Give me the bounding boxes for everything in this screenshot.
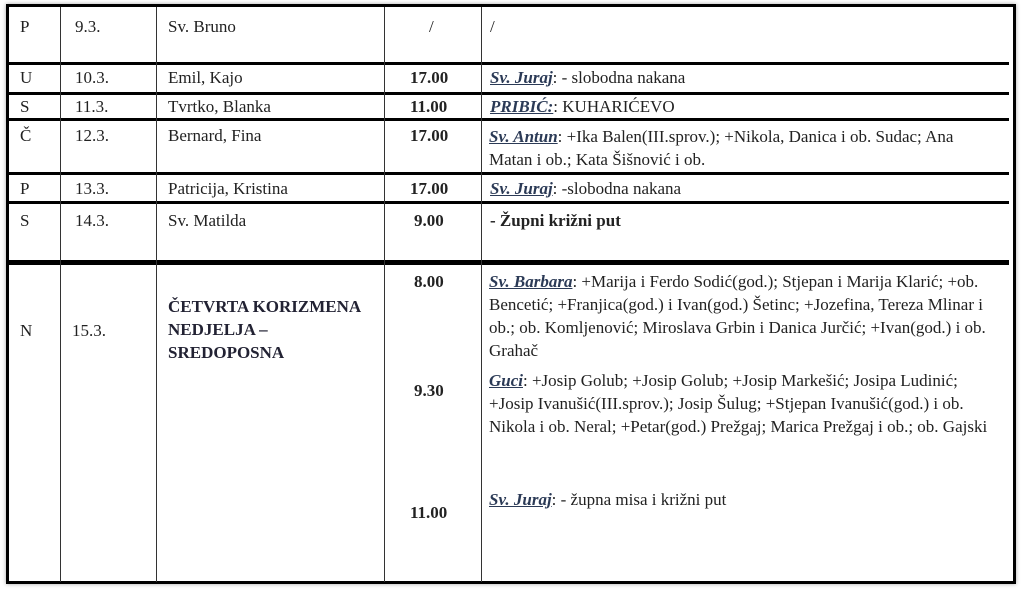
date-cell: 15.3. [72, 321, 106, 340]
day-cell: S [20, 97, 30, 116]
time-cell: 9.00 [414, 211, 444, 230]
intention-text: : KUHARIĆEVO [553, 97, 675, 116]
names-cell: Patricija, Kristina [168, 179, 288, 198]
intention-cell: - Župni križni put [490, 211, 621, 230]
mass-intention [489, 488, 1004, 511]
date-cell: 9.3. [75, 17, 101, 36]
time-cell: 17.00 [410, 68, 449, 87]
column-divider [481, 7, 482, 582]
intention-text: : +Marija i Ferdo Sodić(god.); Stjepan i Marija Klarić; +ob. Bencetić; +Franjica(god.) i Ivan(god.) Šetinc; +Jozefina, Tereza Mlinar i ob.; ob. Komljenović; Miroslava Grbin i Danica Jurčić; +Ivan(god.) i ob. Grahač [489, 272, 986, 360]
time-cell: 11.00 [410, 503, 448, 522]
church-name: PRIBIĆ: [490, 97, 554, 116]
mass-intention [489, 369, 1004, 438]
names-cell: Emil, Kajo [168, 68, 243, 87]
time-cell: 17.00 [410, 126, 449, 145]
names-cell: Sv. Matilda [168, 211, 247, 230]
day-cell: P [20, 17, 30, 36]
intention-cell [490, 96, 675, 118]
column-divider [384, 7, 385, 582]
date-cell: 12.3. [75, 126, 109, 145]
day-cell: S [20, 211, 30, 230]
intention-cell: / [490, 17, 495, 36]
sunday-title: ČETVRTA KORIZMENA NEDJELJA – SREDOPOSNA [168, 297, 361, 362]
intention-text: : +Josip Golub; +Josip Golub; +Josip Markešić; Josipa Ludinić; +Josip Ivanušić(III.sprov.); Josip Šulug; +Stjepan Ivanušić(god.) i ob. Nikola i ob. Neral; +Petar(god.) Prežgaj; Marica Prežgaj i ob.; ob. Gajski [489, 371, 988, 436]
date-cell: 11.3. [75, 97, 109, 116]
time-cell: / [429, 17, 434, 36]
date-cell: 10.3. [75, 68, 109, 87]
intention-cell [489, 125, 999, 171]
church-name: Sv. Juraj [489, 490, 552, 509]
day-cell: N [20, 321, 33, 340]
day-cell: U [20, 68, 33, 87]
church-name: Sv. Barbara [489, 272, 573, 291]
row-divider [9, 62, 1009, 65]
intention-text: : -slobodna nakana [552, 179, 682, 198]
intention-text: : +Ika Balen(III.sprov.); +Nikola, Danica i ob. Sudac; Ana Matan i ob.; Kata Šišnović i ob. [489, 127, 954, 169]
row-divider [9, 201, 1009, 204]
row-divider [9, 118, 1009, 121]
intention-text: : - župna misa i križni put [551, 490, 727, 509]
intention-cell [490, 67, 685, 89]
names-cell: Sv. Bruno [168, 17, 236, 36]
names-cell: Bernard, Fina [168, 126, 262, 145]
church-name: Sv. Juraj [490, 179, 553, 198]
time-cell: 8.00 [414, 272, 444, 291]
church-name: Guci [489, 371, 523, 390]
names-cell: Tvrtko, Blanka [168, 97, 271, 116]
row-divider [9, 92, 1009, 95]
church-name: Sv. Juraj [490, 68, 553, 87]
time-cell: 11.00 [410, 97, 448, 116]
row-divider [9, 172, 1009, 175]
intention-cell [490, 178, 681, 200]
date-cell: 13.3. [75, 179, 109, 198]
column-divider [156, 7, 157, 582]
intention-text: : - slobodna nakana [552, 68, 686, 87]
day-cell: P [20, 179, 30, 198]
mass-intention [489, 270, 1004, 362]
row-divider [9, 260, 1009, 265]
time-cell: 17.00 [410, 179, 449, 198]
time-cell: 9.30 [414, 381, 444, 400]
day-cell: Č [20, 126, 32, 145]
date-cell: 14.3. [75, 211, 109, 230]
church-name: Sv. Antun [489, 127, 558, 146]
column-divider [60, 7, 61, 582]
